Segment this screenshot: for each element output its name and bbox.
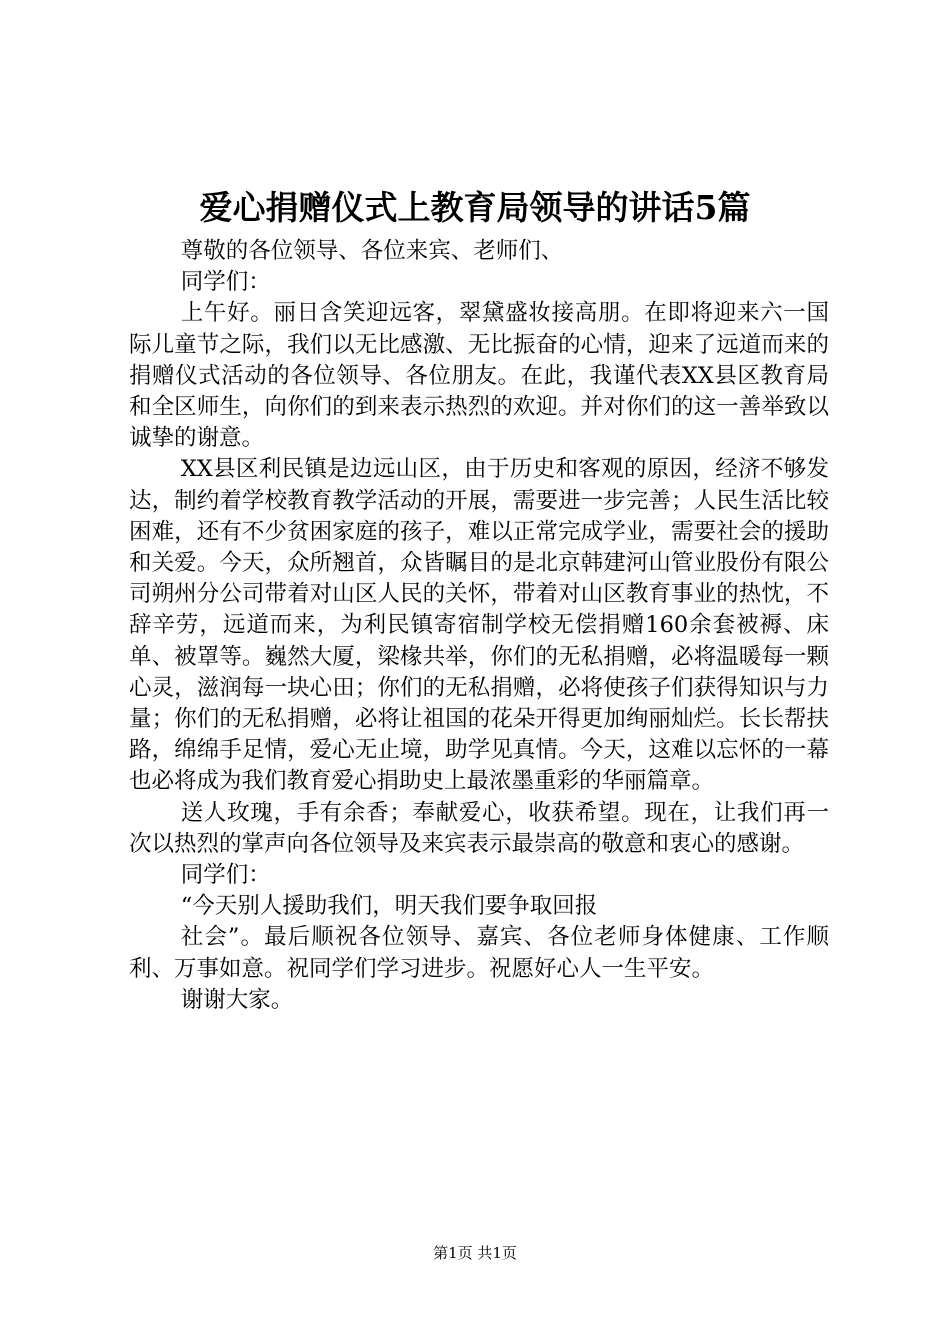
paragraph-thanks: 送人玫瑰，手有余香；奉献爱心，收获希望。现在，让我们再一次以热烈的掌声向各位领导及来宾表示最崇高的敬意和衷心的感谢。 [129, 799, 829, 857]
document-title: 爱心捐赠仪式上教育局领导的讲话5篇 [199, 188, 751, 227]
paragraph-quote: “今天别人援助我们，明天我们要争取回报 [180, 893, 598, 920]
document-body [129, 236, 829, 1016]
paragraph-donation: XX县区利民镇是边远山区，由于历史和客观的原因，经济不够发达，制约着学校教育教学活动的开展，需要进一步完善；人民生活比较困难，还有不少贫困家庭的孩子，难以正常完成学业，需要社会的援助和关爱。今天，众所翘首，众皆瞩目的是北京韩建河山管业股份有限公司朔州分公司带着对山区人民的关怀，带着对山区教育事业的热忱，不辞辛劳，远道而来，为利民镇寄宿制学校无偿捐赠160余套被褥、床单、被罩等。巍然大厦，梁椽共举，你们的无私捐赠，必将温暖每一颗心灵，滋润每一块心田；你们的无私捐赠，必将使孩子们获得知识与力量；你们的无私捐赠，必将让祖国的花朵开得更加绚丽灿烂。长长帮扶路，绵绵手足情，爱心无止境，助学见真情。今天，这难以忘怀的一幕也必将成为我们教育爱心捐助史上最浓墨重彩的华丽篇章。 [129, 456, 829, 795]
page-footer: 第1页 共1页 [433, 1244, 517, 1262]
salutation-line: 尊敬的各位领导、各位来宾、老师们、 [180, 238, 564, 264]
salutation-students: 同学们： [180, 269, 271, 296]
paragraph-wishes: 社会”。最后顺祝各位领导、嘉宾、各位老师身体健康、工作顺利、万事如意。祝同学们学习进步。祝愿好心人一生平安。 [129, 924, 829, 982]
paragraph-welcome: 上午好。丽日含笑迎远客，翠黛盛妆接高朋。在即将迎来六一国际儿童节之际，我们以无比感激、无比振奋的心情，迎来了远道而来的捐赠仪式活动的各位领导、各位朋友。在此，我谨代表XX县区教育局和全区师生，向你们的到来表示热烈的欢迎。并对你们的这一善举致以诚挚的谢意。 [129, 300, 829, 452]
paragraph-closing: 谢谢大家。 [180, 986, 294, 1013]
salutation-students-2: 同学们： [180, 862, 271, 889]
